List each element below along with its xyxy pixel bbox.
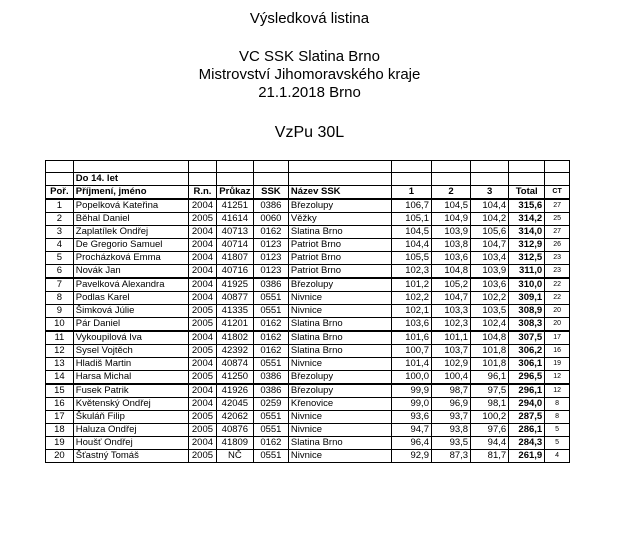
cell-series-3: 105,6: [471, 226, 509, 239]
cell-total: 309,1: [509, 292, 545, 305]
table-row: [46, 278, 570, 292]
cell-license: 42392: [216, 345, 253, 358]
cell-rank: 2: [46, 213, 74, 226]
cell-license: 41807: [216, 252, 253, 265]
cell-series-3: 103,9: [471, 265, 509, 279]
cell-club-name: Nivnice: [288, 292, 391, 305]
cell-name: Květenský Ondřej: [73, 398, 188, 411]
cell-club-name: Březolupy: [288, 371, 391, 385]
cell-license: 42045: [216, 398, 253, 411]
cell-series-3: 104,2: [471, 213, 509, 226]
cell-club-code: 0259: [253, 398, 288, 411]
cell-rank: 5: [46, 252, 74, 265]
cell-birth-year: 2004: [189, 384, 217, 398]
cell-series-3: 96,1: [471, 371, 509, 385]
cell-birth-year: 2005: [189, 318, 217, 332]
cell-series-3: 81,7: [471, 450, 509, 463]
competition-name: VC SSK Slatina Brno: [239, 48, 380, 65]
cell-name: Hladiš Martin: [73, 358, 188, 371]
cell-total: 287,5: [509, 411, 545, 424]
cell-club-code: 0162: [253, 318, 288, 332]
cell-birth-year: 2005: [189, 424, 217, 437]
cell-name: Harsa Michal: [73, 371, 188, 385]
cell-rank: 11: [46, 331, 74, 345]
cell-ct: 22: [545, 292, 570, 305]
cell-series-2: 103,3: [431, 305, 470, 318]
cell-series-3: 102,4: [471, 318, 509, 332]
cell-club-code: 0162: [253, 437, 288, 450]
cell-birth-year: 2004: [189, 292, 217, 305]
cell-club-name: Březolupy: [288, 384, 391, 398]
table-row: [46, 424, 570, 437]
cell-series-1: 103,6: [391, 318, 431, 332]
cell-birth-year: 2004: [189, 331, 217, 345]
cell-name: Šťastný Tomáš: [73, 450, 188, 463]
table-row: [46, 371, 570, 385]
col-header-series-2: 2: [431, 186, 470, 200]
cell-birth-year: 2005: [189, 411, 217, 424]
cell-series-1: 93,6: [391, 411, 431, 424]
cell-ct: 5: [545, 437, 570, 450]
date-and-place: 21.1.2018 Brno: [258, 84, 361, 101]
cell-birth-year: 2005: [189, 213, 217, 226]
results-table: [45, 160, 570, 463]
cell-club-name: Nivnice: [288, 450, 391, 463]
cell-birth-year: 2004: [189, 239, 217, 252]
cell-total: 284,3: [509, 437, 545, 450]
col-header-club-name: Název SSK: [288, 186, 391, 200]
cell-ct: 22: [545, 278, 570, 292]
cell-series-1: 101,6: [391, 331, 431, 345]
cell-club-code: 0060: [253, 213, 288, 226]
table-row: [46, 252, 570, 265]
cell-series-2: 103,9: [431, 226, 470, 239]
cell-ct: 19: [545, 358, 570, 371]
cell-club-name: Nivnice: [288, 411, 391, 424]
cell-total: 311,0: [509, 265, 545, 279]
cell-series-3: 103,5: [471, 305, 509, 318]
document-title: Výsledková listina: [249, 10, 370, 27]
table-row: [46, 331, 570, 345]
cell-total: 314,2: [509, 213, 545, 226]
cell-rank: 20: [46, 450, 74, 463]
cell-birth-year: 2005: [189, 450, 217, 463]
cell-series-1: 105,1: [391, 213, 431, 226]
cell-license: 42062: [216, 411, 253, 424]
cell-ct: 25: [545, 213, 570, 226]
cell-name: Škuláň Filip: [73, 411, 188, 424]
cell-license: 40874: [216, 358, 253, 371]
cell-series-1: 106,7: [391, 199, 431, 213]
category-label: Do 14. let: [73, 173, 188, 186]
table-row: [46, 318, 570, 332]
cell-name: Pár Daniel: [73, 318, 188, 332]
cell-series-3: 97,6: [471, 424, 509, 437]
cell-series-1: 101,2: [391, 278, 431, 292]
cell-name: Běhal Daniel: [73, 213, 188, 226]
cell-rank: 1: [46, 199, 74, 213]
cell-birth-year: 2004: [189, 358, 217, 371]
cell-rank: 10: [46, 318, 74, 332]
col-header-ct: CT: [545, 186, 570, 200]
cell-rank: 7: [46, 278, 74, 292]
cell-club-code: 0551: [253, 450, 288, 463]
cell-ct: 20: [545, 305, 570, 318]
cell-series-2: 103,8: [431, 239, 470, 252]
cell-club-code: 0162: [253, 345, 288, 358]
cell-total: 310,0: [509, 278, 545, 292]
cell-ct: 23: [545, 252, 570, 265]
cell-club-name: Slatina Brno: [288, 226, 391, 239]
cell-ct: 5: [545, 424, 570, 437]
cell-club-name: Slatina Brno: [288, 437, 391, 450]
cell-rank: 4: [46, 239, 74, 252]
cell-club-code: 0162: [253, 226, 288, 239]
cell-rank: 17: [46, 411, 74, 424]
cell-ct: 8: [545, 398, 570, 411]
cell-ct: 26: [545, 239, 570, 252]
cell-name: Zaplatílek Ondřej: [73, 226, 188, 239]
cell-license: 41335: [216, 305, 253, 318]
cell-license: 41926: [216, 384, 253, 398]
cell-series-1: 102,2: [391, 292, 431, 305]
cell-club-code: 0551: [253, 411, 288, 424]
cell-series-3: 101,8: [471, 345, 509, 358]
cell-club-code: 0123: [253, 265, 288, 279]
cell-birth-year: 2005: [189, 371, 217, 385]
cell-license: 41802: [216, 331, 253, 345]
cell-series-3: 102,2: [471, 292, 509, 305]
cell-series-2: 93,5: [431, 437, 470, 450]
cell-total: 307,5: [509, 331, 545, 345]
cell-rank: 12: [46, 345, 74, 358]
cell-series-1: 100,0: [391, 371, 431, 385]
cell-series-2: 98,7: [431, 384, 470, 398]
col-header-birth-year: R.n.: [189, 186, 217, 200]
cell-club-code: 0386: [253, 371, 288, 385]
table-row: [46, 226, 570, 239]
cell-club-code: 0386: [253, 384, 288, 398]
cell-birth-year: 2005: [189, 345, 217, 358]
cell-name: Pavelková Alexandra: [73, 278, 188, 292]
cell-series-2: 103,6: [431, 252, 470, 265]
cell-total: 294,0: [509, 398, 545, 411]
cell-license: 40713: [216, 226, 253, 239]
cell-club-name: Nivnice: [288, 358, 391, 371]
cell-series-3: 97,5: [471, 384, 509, 398]
table-row: [46, 358, 570, 371]
cell-club-name: Věžky: [288, 213, 391, 226]
table-row: [46, 213, 570, 226]
cell-series-3: 103,4: [471, 252, 509, 265]
cell-license: 41201: [216, 318, 253, 332]
cell-club-name: Slatina Brno: [288, 318, 391, 332]
cell-license: 40876: [216, 424, 253, 437]
cell-total: 306,2: [509, 345, 545, 358]
cell-club-name: Patriot Brno: [288, 265, 391, 279]
cell-club-code: 0551: [253, 305, 288, 318]
cell-total: 308,9: [509, 305, 545, 318]
cell-license: 41251: [216, 199, 253, 213]
cell-total: 308,3: [509, 318, 545, 332]
col-header-club-code: SSK: [253, 186, 288, 200]
cell-license: NČ: [216, 450, 253, 463]
cell-name: Šimková Júlie: [73, 305, 188, 318]
cell-series-1: 104,5: [391, 226, 431, 239]
cell-series-2: 104,9: [431, 213, 470, 226]
cell-rank: 15: [46, 384, 74, 398]
cell-series-2: 100,4: [431, 371, 470, 385]
cell-name: Fusek Patrik: [73, 384, 188, 398]
cell-club-code: 0551: [253, 292, 288, 305]
cell-series-2: 103,7: [431, 345, 470, 358]
cell-series-2: 93,7: [431, 411, 470, 424]
cell-license: 40716: [216, 265, 253, 279]
table-row: [46, 384, 570, 398]
cell-club-code: 0551: [253, 358, 288, 371]
cell-license: 40877: [216, 292, 253, 305]
cell-club-name: Slatina Brno: [288, 331, 391, 345]
cell-birth-year: 2004: [189, 437, 217, 450]
cell-series-2: 104,8: [431, 265, 470, 279]
cell-club-name: Nivnice: [288, 424, 391, 437]
table-row: [46, 199, 570, 213]
cell-series-1: 105,5: [391, 252, 431, 265]
header-row: [46, 186, 570, 200]
cell-series-1: 100,7: [391, 345, 431, 358]
cell-ct: 27: [545, 226, 570, 239]
cell-club-name: Březolupy: [288, 199, 391, 213]
table-row: [46, 411, 570, 424]
cell-club-name: Nivnice: [288, 305, 391, 318]
cell-ct: 17: [545, 331, 570, 345]
cell-rank: 14: [46, 371, 74, 385]
cell-club-code: 0123: [253, 239, 288, 252]
cell-rank: 13: [46, 358, 74, 371]
cell-club-name: Březolupy: [288, 278, 391, 292]
col-header-series-1: 1: [391, 186, 431, 200]
col-header-series-3: 3: [471, 186, 509, 200]
cell-series-1: 99,9: [391, 384, 431, 398]
table-row: [46, 398, 570, 411]
cell-rank: 19: [46, 437, 74, 450]
col-header-name: Příjmení, jméno: [73, 186, 188, 200]
table-row: [46, 292, 570, 305]
cell-series-3: 101,8: [471, 358, 509, 371]
cell-club-code: 0123: [253, 252, 288, 265]
cell-name: Sysel Vojtěch: [73, 345, 188, 358]
cell-birth-year: 2004: [189, 265, 217, 279]
cell-rank: 16: [46, 398, 74, 411]
cell-club-name: Patriot Brno: [288, 252, 391, 265]
cell-name: Podlas Karel: [73, 292, 188, 305]
cell-total: 312,5: [509, 252, 545, 265]
cell-total: 315,6: [509, 199, 545, 213]
cell-ct: 23: [545, 265, 570, 279]
table-row: [46, 345, 570, 358]
cell-total: 296,5: [509, 371, 545, 385]
cell-ct: 12: [545, 371, 570, 385]
cell-license: 41925: [216, 278, 253, 292]
cell-series-3: 103,6: [471, 278, 509, 292]
table-row: [46, 265, 570, 279]
table-row: [46, 305, 570, 318]
cell-name: Popelková Kateřina: [73, 199, 188, 213]
cell-rank: 8: [46, 292, 74, 305]
cell-series-1: 101,4: [391, 358, 431, 371]
cell-club-code: 0386: [253, 278, 288, 292]
cell-birth-year: 2004: [189, 199, 217, 213]
championship-name: Mistrovství Jihomoravského kraje: [198, 66, 421, 83]
col-header-total: Total: [509, 186, 545, 200]
discipline-name: VzPu 30L: [274, 124, 345, 141]
table-row: [46, 437, 570, 450]
cell-ct: 27: [545, 199, 570, 213]
table-row: [46, 450, 570, 463]
cell-series-3: 104,8: [471, 331, 509, 345]
cell-series-1: 102,3: [391, 265, 431, 279]
category-row: [46, 173, 570, 186]
cell-birth-year: 2005: [189, 305, 217, 318]
cell-series-1: 102,1: [391, 305, 431, 318]
cell-series-2: 101,1: [431, 331, 470, 345]
cell-name: Novák Jan: [73, 265, 188, 279]
cell-birth-year: 2004: [189, 252, 217, 265]
cell-total: 314,0: [509, 226, 545, 239]
cell-series-1: 94,7: [391, 424, 431, 437]
cell-series-2: 87,3: [431, 450, 470, 463]
blank-row: [46, 161, 570, 173]
cell-series-3: 104,7: [471, 239, 509, 252]
cell-rank: 18: [46, 424, 74, 437]
cell-series-2: 104,7: [431, 292, 470, 305]
cell-club-code: 0162: [253, 331, 288, 345]
cell-series-3: 100,2: [471, 411, 509, 424]
cell-license: 41250: [216, 371, 253, 385]
cell-series-3: 98,1: [471, 398, 509, 411]
table-row: [46, 239, 570, 252]
cell-club-name: Patriot Brno: [288, 239, 391, 252]
cell-series-1: 96,4: [391, 437, 431, 450]
cell-total: 296,1: [509, 384, 545, 398]
cell-club-code: 0386: [253, 199, 288, 213]
cell-rank: 9: [46, 305, 74, 318]
cell-birth-year: 2004: [189, 398, 217, 411]
cell-birth-year: 2004: [189, 226, 217, 239]
cell-license: 41809: [216, 437, 253, 450]
cell-club-name: Křenovice: [288, 398, 391, 411]
cell-series-1: 104,4: [391, 239, 431, 252]
cell-total: 312,9: [509, 239, 545, 252]
cell-total: 261,9: [509, 450, 545, 463]
cell-ct: 20: [545, 318, 570, 332]
cell-series-1: 99,0: [391, 398, 431, 411]
cell-series-2: 93,8: [431, 424, 470, 437]
cell-name: Haluza Ondřej: [73, 424, 188, 437]
cell-series-2: 104,5: [431, 199, 470, 213]
cell-ct: 12: [545, 384, 570, 398]
cell-series-2: 105,2: [431, 278, 470, 292]
cell-rank: 3: [46, 226, 74, 239]
cell-series-3: 104,4: [471, 199, 509, 213]
col-header-rank: Poř.: [46, 186, 74, 200]
cell-series-2: 96,9: [431, 398, 470, 411]
cell-name: Houšť Ondřej: [73, 437, 188, 450]
cell-total: 306,1: [509, 358, 545, 371]
cell-rank: 6: [46, 265, 74, 279]
cell-club-name: Slatina Brno: [288, 345, 391, 358]
cell-ct: 8: [545, 411, 570, 424]
cell-name: De Gregorio Samuel: [73, 239, 188, 252]
cell-series-2: 102,3: [431, 318, 470, 332]
cell-series-3: 94,4: [471, 437, 509, 450]
cell-club-code: 0551: [253, 424, 288, 437]
cell-ct: 4: [545, 450, 570, 463]
cell-license: 41614: [216, 213, 253, 226]
cell-license: 40714: [216, 239, 253, 252]
cell-series-1: 92,9: [391, 450, 431, 463]
cell-ct: 16: [545, 345, 570, 358]
cell-total: 286,1: [509, 424, 545, 437]
cell-name: Vykoupilová Iva: [73, 331, 188, 345]
cell-birth-year: 2004: [189, 278, 217, 292]
cell-name: Procházková Emma: [73, 252, 188, 265]
cell-series-2: 102,9: [431, 358, 470, 371]
col-header-license: Průkaz: [216, 186, 253, 200]
